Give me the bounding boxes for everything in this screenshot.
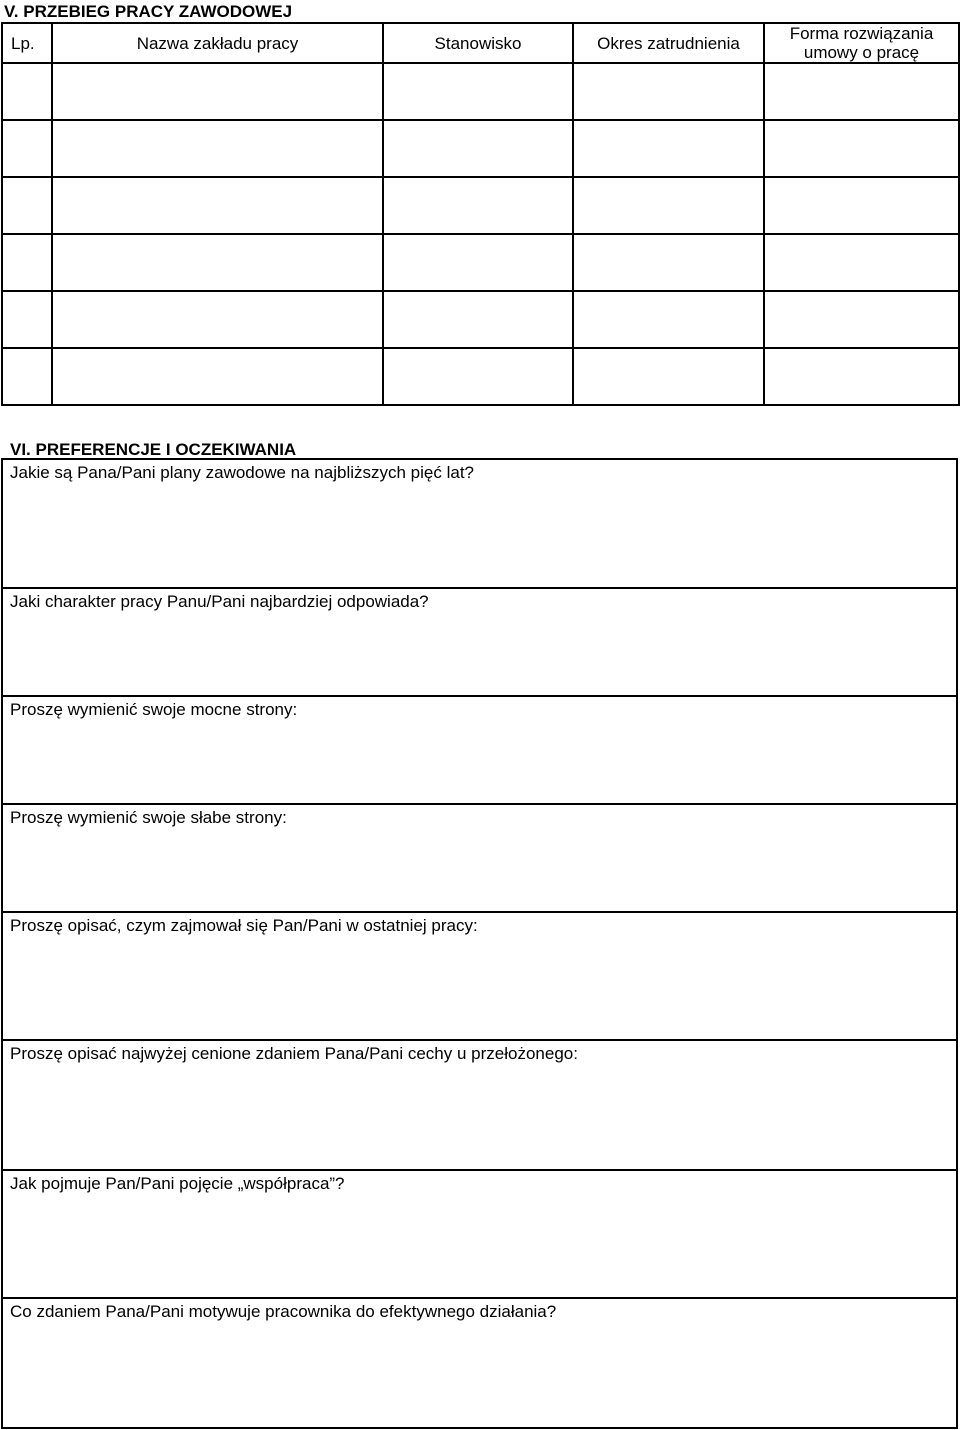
table-row [2,348,959,405]
table-cell[interactable] [2,177,52,234]
question-label-weaknesses: Proszę wymienić swoje słabe strony: [10,808,287,827]
column-header-position: Stanowisko [383,23,573,63]
table-cell[interactable] [573,348,764,405]
question-label-motivation: Co zdaniem Pana/Pani motywuje pracownika do efektywnego działania? [10,1302,557,1321]
question-field-supervisor-traits[interactable] [3,1039,956,1169]
table-row [2,63,959,120]
question-label-supervisor-traits: Proszę opisać najwyżej cenione zdaniem Pana/Pani cechy u przełożonego: [10,1044,578,1063]
table-cell[interactable] [52,177,383,234]
table-row [2,120,959,177]
table-cell[interactable] [2,234,52,291]
table-row [2,177,959,234]
table-cell[interactable] [52,63,383,120]
question-label-work-character: Jaki charakter pracy Panu/Pani najbardziej odpowiada? [10,592,429,611]
table-cell[interactable] [383,120,573,177]
column-header-termination [764,23,959,63]
question-field-strengths[interactable] [3,695,956,803]
question-label-strengths: Proszę wymienić swoje mocne strony: [10,700,298,719]
question-field-weaknesses[interactable] [3,803,956,911]
table-cell[interactable] [764,291,959,348]
table-row [2,291,959,348]
column-header-termination-label: Forma rozwiązania umowy o pracę [789,24,934,62]
section-5-title: V. PRZEBIEG PRACY ZAWODOWEJ [4,2,293,21]
table-header-row [2,23,959,63]
questions-box [1,458,958,1429]
table-cell[interactable] [383,177,573,234]
question-field-work-character[interactable] [3,587,956,695]
question-field-cooperation[interactable] [3,1169,956,1297]
table-cell[interactable] [764,63,959,120]
table-cell[interactable] [2,120,52,177]
column-header-period: Okres zatrudnienia [573,23,764,63]
table-cell[interactable] [573,120,764,177]
table-cell[interactable] [573,291,764,348]
table-cell[interactable] [2,348,52,405]
employment-history-table [1,22,960,406]
table-cell[interactable] [52,291,383,348]
table-cell[interactable] [573,177,764,234]
table-cell[interactable] [2,63,52,120]
column-header-lp: Lp. [2,23,52,63]
table-cell[interactable] [764,234,959,291]
table-cell[interactable] [383,348,573,405]
question-label-cooperation: Jak pojmuje Pan/Pani pojęcie „współpraca”? [10,1174,345,1193]
table-cell[interactable] [383,234,573,291]
table-cell[interactable] [573,234,764,291]
question-label-plans: Jakie są Pana/Pani plany zawodowe na najbliższych pięć lat? [10,463,474,482]
table-cell[interactable] [764,348,959,405]
question-label-last-job: Proszę opisać, czym zajmował się Pan/Pani w ostatniej pracy: [10,916,478,935]
section-6-title: VI. PREFERENCJE I OCZEKIWANIA [10,440,297,459]
table-cell[interactable] [764,120,959,177]
table-cell[interactable] [52,120,383,177]
column-header-company: Nazwa zakładu pracy [52,23,383,63]
table-cell[interactable] [2,291,52,348]
table-cell[interactable] [52,348,383,405]
table-cell[interactable] [764,177,959,234]
table-row [2,234,959,291]
question-field-plans[interactable] [3,458,956,587]
table-cell[interactable] [383,63,573,120]
table-cell[interactable] [573,63,764,120]
table-cell[interactable] [52,234,383,291]
question-field-last-job[interactable] [3,911,956,1039]
table-cell[interactable] [383,291,573,348]
question-field-motivation[interactable] [3,1297,956,1427]
